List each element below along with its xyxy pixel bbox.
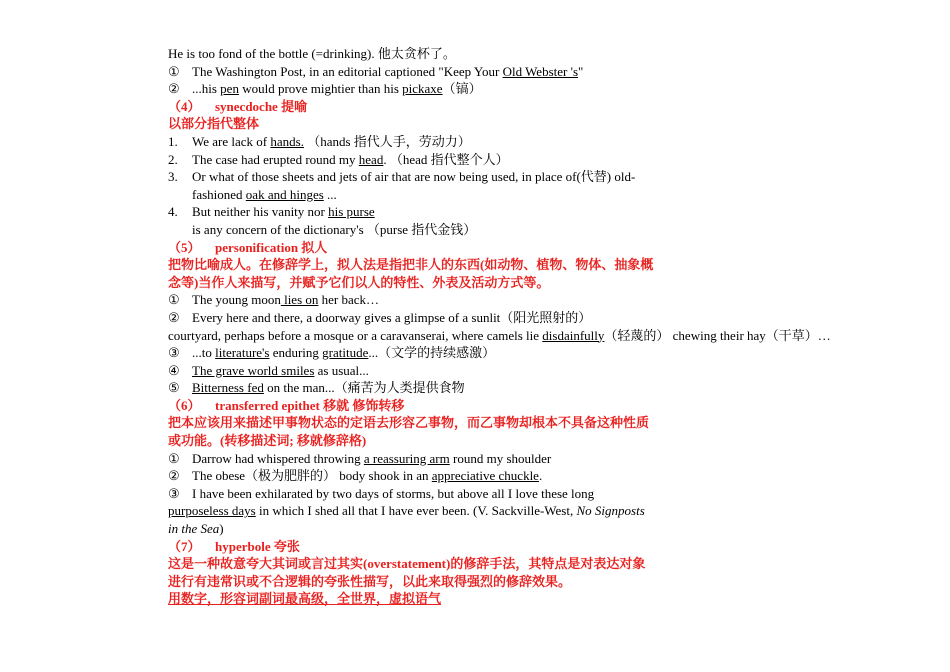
item-number: ③ <box>168 485 180 501</box>
underlined-term: gratitude <box>322 345 369 361</box>
definition-text: 把物比喻成人。在修辞学上，拟人法是指把非人的东西(如动物、植物、物体、抽象概念等)当作人来描写，并赋予它们以人的特性、外表及活动方式等。 <box>168 257 654 290</box>
example-text: ) <box>219 521 224 537</box>
example-text: is any concern of the dictionary's （purse 指代金钱） <box>192 221 477 237</box>
example-text: The case had erupted round my <box>192 151 359 167</box>
example-text: . （head 指代整个人） <box>383 151 509 167</box>
example-text: in which I shed all that I have ever been. (V. Sackville-West, <box>255 503 577 519</box>
synecdoche-definition <box>168 115 658 133</box>
example-text: Or what of those sheets and jets of air that are now being used, in place of(代替) old-fashioned <box>192 169 636 202</box>
section-number: （7） <box>168 538 201 554</box>
transferred-epithet-example-2 <box>168 467 658 485</box>
personification-example-3 <box>168 344 658 362</box>
example-text: as usual... <box>314 362 369 378</box>
section-title: personification 拟人 <box>215 239 328 255</box>
example-text: But neither his vanity nor <box>192 204 329 220</box>
synecdoche-example-2 <box>168 151 658 169</box>
underlined-term: appreciative chuckle <box>431 468 539 484</box>
metonymy-example-1 <box>168 63 658 81</box>
transferred-epithet-example-1 <box>168 450 658 468</box>
transferred-epithet-definition <box>168 414 658 449</box>
example-text: " <box>578 63 584 79</box>
example-text: enduring <box>269 345 323 361</box>
example-text: would prove mightier than his <box>238 81 403 97</box>
example-text: （镐） <box>442 81 482 97</box>
example-text: （轻蔑的） chewing their hay（干草）… <box>604 327 831 343</box>
item-number: 2. <box>168 151 178 167</box>
example-text: The obese（极为肥胖的） body shook in an <box>192 468 432 484</box>
example-text: round my shoulder <box>449 450 552 466</box>
item-number: ① <box>168 292 180 308</box>
section-title: transferred epithet 移就 修饰转移 <box>215 397 405 413</box>
section-title: hyperbole 夸张 <box>215 538 300 554</box>
item-number: ② <box>168 81 180 97</box>
personification-example-5 <box>168 379 658 397</box>
personification-example-1 <box>168 291 658 309</box>
underlined-term: literature's <box>215 345 270 361</box>
personification-example-2-cont <box>168 327 831 345</box>
hyperbole-definition <box>168 555 658 590</box>
underlined-term: pen <box>220 81 239 97</box>
transferred-epithet-example-3 <box>168 485 658 503</box>
underlined-term: oak and hinges <box>245 186 324 202</box>
underlined-term: a reassuring arm <box>363 450 450 466</box>
example-text: The young moon <box>192 292 281 308</box>
example-text: The Washington Post, in an editorial captioned "Keep Your <box>192 63 503 79</box>
item-number: ② <box>168 468 180 484</box>
example-text: Darrow had whispered throwing <box>192 450 364 466</box>
synecdoche-example-3 <box>168 168 658 203</box>
synecdoche-example-4 <box>168 203 658 238</box>
underlined-term: purposeless days <box>168 503 256 519</box>
bottle-example-text: He is too fond of the bottle (=drinking). 他太贪杯了。 <box>168 46 456 61</box>
example-text: . <box>538 468 543 484</box>
example-text: ...to <box>192 345 216 361</box>
section-number: （6） <box>168 397 201 413</box>
underlined-term: disdainfully <box>542 327 605 343</box>
section-heading-synecdoche <box>168 98 658 116</box>
underlined-term: pickaxe <box>402 81 443 97</box>
personification-definition <box>168 256 658 291</box>
example-text: ... <box>323 186 337 202</box>
item-number: 4. <box>168 204 178 220</box>
section-number: （4） <box>168 98 201 114</box>
underlined-term: hands. <box>270 133 304 149</box>
metonymy-example-2 <box>168 80 658 98</box>
example-text: I have been exhilarated by two days of storms, but above all I love these long <box>192 485 595 501</box>
example-text: ...（文学的持续感激） <box>368 345 496 361</box>
note-text: 用数字，形容词副词最高级，全世界，虚拟语气 <box>168 591 442 607</box>
section-title: synecdoche 提喻 <box>215 98 308 114</box>
hyperbole-note <box>168 590 658 608</box>
underlined-term: lies on <box>280 292 319 308</box>
definition-text: 把本应该用来描述甲事物状态的定语去形容乙事物，而乙事物却根本不具备这种性质或功能。(转移描述词; 移就修辞格) <box>168 415 650 449</box>
bottle-example <box>168 45 658 63</box>
example-text: （hands 指代人手，劳动力） <box>303 133 471 149</box>
example-text: Every here and there, a doorway gives a glimpse of a sunlit（阳光照射的） <box>192 309 592 325</box>
personification-example-4 <box>168 362 658 380</box>
underlined-term: head <box>358 151 384 167</box>
item-number: 1. <box>168 133 178 149</box>
example-text: ...his <box>192 81 221 97</box>
underlined-term: The grave world smiles <box>192 362 315 378</box>
item-number: ① <box>168 450 180 466</box>
section-heading-transferred-epithet <box>168 397 658 415</box>
definition-text: 以部分指代整体 <box>168 116 260 132</box>
underlined-term: his purse <box>328 204 375 220</box>
example-text: We are lack of <box>192 133 271 149</box>
section-heading-personification <box>168 239 658 257</box>
example-text: courtyard, perhaps before a mosque or a caravanserai, where camels lie <box>168 327 543 343</box>
section-number: （5） <box>168 239 201 255</box>
item-number: ② <box>168 309 180 325</box>
synecdoche-example-1 <box>168 133 658 151</box>
example-text: on the man...（痛苦为人类提供食物 <box>263 380 465 396</box>
document-page <box>168 45 831 608</box>
item-number: ⑤ <box>168 380 180 396</box>
section-heading-hyperbole <box>168 538 658 556</box>
underlined-term: Old Webster 's <box>502 63 578 79</box>
item-number: ④ <box>168 362 180 378</box>
transferred-epithet-example-3-cont <box>168 502 658 537</box>
underlined-term: Bitterness fed <box>192 380 264 396</box>
item-number: ① <box>168 63 180 79</box>
definition-text: 这是一种故意夸大其词或言过其实(overstatement)的修辞手法，其特点是对表达对象进行有违常识或不合逻辑的夸张性描写，以此来取得强烈的修辞效果。 <box>168 556 646 589</box>
personification-example-2 <box>168 309 658 327</box>
item-number: ③ <box>168 345 180 361</box>
example-text: her back… <box>318 292 380 308</box>
item-number: 3. <box>168 169 178 185</box>
book-title: No Signposts in the Sea <box>168 503 645 537</box>
